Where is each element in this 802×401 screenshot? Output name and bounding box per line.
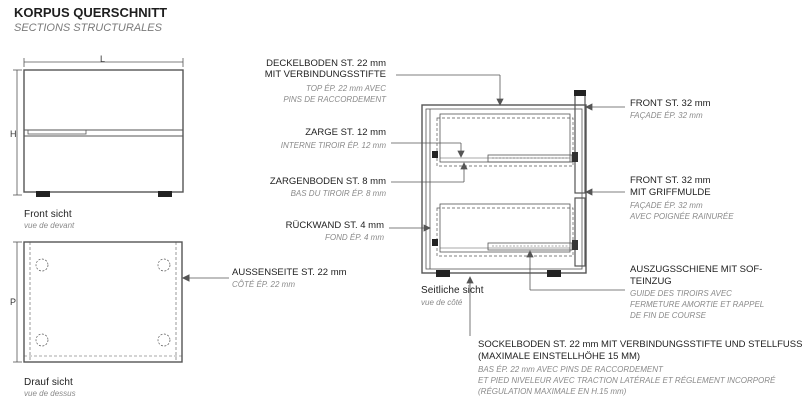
- drawer-grip-top: [572, 152, 578, 162]
- top-view-label: Drauf sicht: [24, 377, 73, 388]
- drawer-grip-bottom: [572, 240, 578, 250]
- front-foot-left: [36, 191, 50, 197]
- sockel-label-fr1: BAS ÉP. 22 mm AVEC PINS DE RACCORDEMENT: [478, 365, 663, 374]
- front1-label-de: FRONT ST. 32 mm: [630, 98, 711, 109]
- runner-clip-bottom: [432, 239, 438, 246]
- dimension-height-label: H: [10, 129, 17, 139]
- rueckwand-label-de: RÜCKWAND ST. 4 mm: [285, 220, 384, 231]
- sockel-label-fr3: (RÉGULATION MAXIMALE EN H.15 mm): [478, 387, 627, 396]
- front2-label-fr2: AVEC POIGNÉE RAINURÉE: [630, 212, 734, 221]
- aussenseite-label-de: AUSSENSEITE ST. 22 mm: [232, 267, 347, 278]
- front-view-sublabel: vue de devant: [24, 221, 75, 230]
- aussenseite-label-fr: CÔTÉ ÉP. 22 mm: [232, 280, 295, 289]
- front1-label-fr: FAÇADE ÉP. 32 mm: [630, 111, 703, 120]
- zargenboden-label-fr: BAS DU TIROIR ÉP. 8 mm: [290, 189, 386, 198]
- side-view-sublabel: vue de côté: [421, 298, 463, 307]
- dimension-depth-label: P: [10, 297, 17, 307]
- deckelboden-label-fr1: TOP ÉP. 22 mm AVEC: [305, 84, 386, 93]
- top-view-sublabel: vue de dessus: [24, 389, 76, 398]
- side-foot-right: [547, 270, 561, 277]
- front-top-cap: [574, 90, 586, 96]
- front-view-drawing: [13, 58, 183, 195]
- front2-label-fr1: FAÇADE ÉP. 32 mm: [630, 201, 703, 210]
- front2-label-de2: MIT GRIFFMULDE: [630, 187, 711, 198]
- zarge-label-de: ZARGE ST. 12 mm: [305, 127, 386, 138]
- runner-clip-top: [432, 151, 438, 158]
- sockel-label-de2: (MAXIMALE EINSTELLHÖHE 15 MM): [478, 351, 641, 362]
- sockel-label-de1: SOCKELBODEN ST. 22 mm MIT VERBINDUNGSSTIFTE UND STELLFUSS: [478, 339, 802, 350]
- auszug-label-fr2: FERMETURE AMORTIE ET RAPPEL: [630, 300, 765, 309]
- auszug-label-fr3: DE FIN DE COURSE: [630, 311, 707, 320]
- deckelboden-label-de2: MIT VERBINDUNGSSTIFTE: [264, 69, 386, 80]
- side-view-label: Seitliche sicht: [421, 285, 484, 296]
- top-view-drawing: [13, 242, 182, 362]
- front2-label-de1: FRONT ST. 32 mm: [630, 175, 711, 186]
- deckelboden-label-de1: DECKELBODEN ST. 22 mm: [266, 58, 386, 69]
- page-title: KORPUS QUERSCHNITT: [14, 5, 168, 20]
- front-foot-right: [158, 191, 172, 197]
- dimension-width-label: L: [100, 54, 106, 64]
- leader-aussenseite: [183, 275, 229, 281]
- auszug-label-de2: TEINZUG: [630, 276, 672, 287]
- auszug-label-de1: AUSZUGSSCHIENE MIT SOF-: [630, 264, 763, 275]
- zarge-label-fr: INTERNE TIROIR ÉP. 12 mm: [280, 141, 386, 150]
- sockel-label-fr2: ET PIED NIVELEUR AVEC TRACTION LATÉRALE ET RÉGLEMENT INCORPORÉ: [478, 376, 776, 385]
- page-subtitle: SECTIONS STRUCTURALES: [14, 22, 162, 34]
- deckelboden-label-fr2: PINS DE RACCORDEMENT: [283, 95, 386, 104]
- front-view-label: Front sicht: [24, 209, 72, 220]
- auszug-label-fr1: GUIDE DES TIROIRS AVEC: [630, 289, 732, 298]
- zargenboden-label-de: ZARGENBODEN ST. 8 mm: [269, 176, 386, 187]
- side-foot-left: [436, 270, 450, 277]
- side-view-drawing: [422, 93, 586, 273]
- rueckwand-label-fr: FOND ÉP. 4 mm: [325, 233, 384, 242]
